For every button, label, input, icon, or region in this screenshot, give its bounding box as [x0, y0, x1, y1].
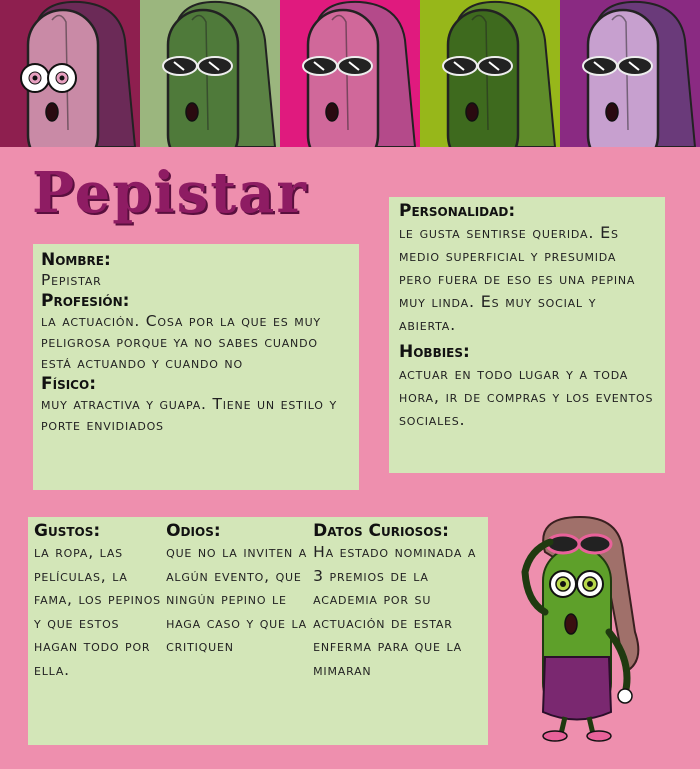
gustos-value: la ropa, las películas, la fama, los pepinos y que estos hagan todo por ella.: [34, 543, 161, 679]
portrait-strip: [0, 0, 700, 147]
odios-value: que no la inviten a algún evento, que ningún pepino le haga caso y que la critiquen: [166, 543, 308, 655]
hobbies-value: actuar en todo lugar y a toda hora, ir de compras y los eventos sociales.: [399, 364, 654, 429]
gustos-label: Gustos:: [34, 521, 101, 541]
portrait-drawing: [560, 0, 700, 147]
personalidad-label: Personalidad:: [399, 201, 516, 221]
portrait-3: [280, 0, 420, 147]
portrait-1: [0, 0, 140, 147]
fisico-label: Físico:: [41, 374, 96, 394]
datos-label: Datos Curiosos:: [313, 521, 449, 541]
portrait-drawing: [420, 0, 560, 147]
portrait-5: [560, 0, 700, 147]
nombre-value: Pepistar: [41, 271, 102, 289]
likes-box: [28, 517, 488, 745]
personality-box: [389, 197, 665, 473]
nombre-label: Nombre:: [41, 250, 111, 270]
portrait-drawing: [140, 0, 280, 147]
personalidad-value: le gusta sentirse querida. Es medio superficial y presumida pero fuera de eso es una pepina muy linda. Es muy social y abierta.: [399, 223, 636, 334]
mascot-skirt: [543, 657, 611, 720]
profesion-label: Profesión:: [41, 291, 130, 311]
pepistar-mascot: [505, 512, 665, 742]
page-title: Pepistar: [32, 160, 308, 226]
hobbies-label: Hobbies:: [399, 342, 470, 362]
odios-label: Odios:: [166, 521, 221, 541]
portrait-drawing: [280, 0, 420, 147]
portrait-4: [420, 0, 560, 147]
portrait-drawing: [0, 0, 140, 147]
odios-column: [166, 521, 313, 741]
profesion-value: la actuación. Cosa por la que es muy peligrosa porque ya no sabes cuando está actuando y cuando no: [41, 312, 321, 372]
datos-column: [313, 521, 482, 741]
mascot-mouth: [565, 614, 577, 634]
gustos-column: [34, 521, 166, 741]
profile-box: [33, 244, 359, 490]
datos-value: Ha estado nominada a 3 premios de la academia por su actuación de estar enferma para que la mimaran: [313, 543, 477, 679]
fisico-value: muy atractiva y guapa. Tiene un estilo y porte envidiados: [41, 395, 337, 434]
portrait-2: [140, 0, 280, 147]
